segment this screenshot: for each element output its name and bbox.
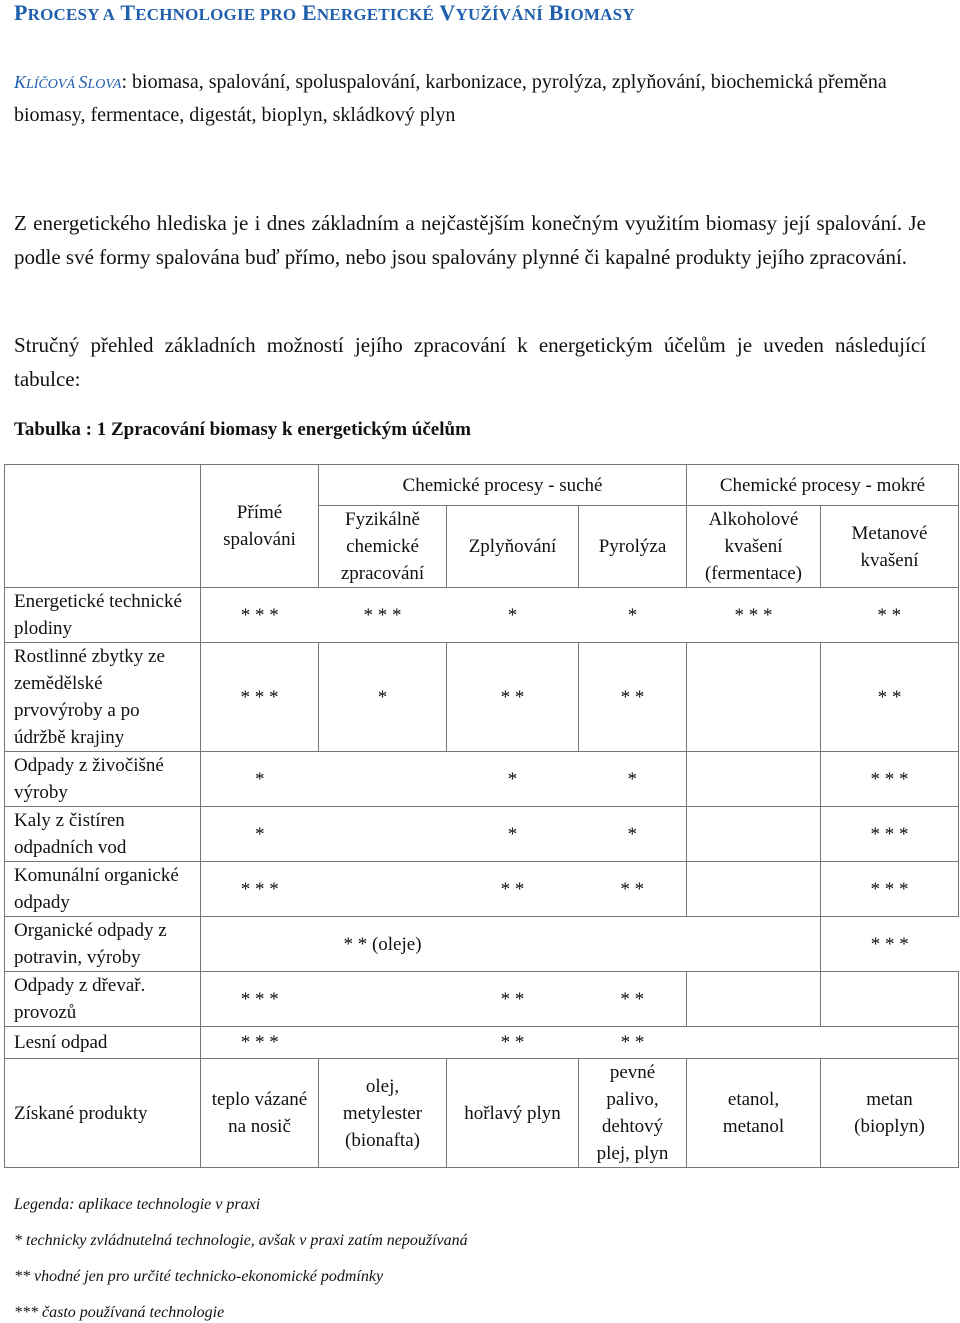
rating-cell: * * bbox=[447, 862, 579, 917]
keywords-text: : biomasa, spalování, spoluspalování, karbonizace, pyrolýza, zplyňování, biochemická přeměna biomasy, fermentace, digestát, bioplyn, skládkový plyn bbox=[14, 71, 887, 126]
table-row bbox=[5, 917, 959, 972]
rating-cell bbox=[319, 807, 447, 862]
rating-cell: * * * bbox=[201, 862, 319, 917]
table-row bbox=[5, 972, 959, 1027]
rating-cell: * * * bbox=[319, 588, 447, 643]
rating-cell: * * * bbox=[201, 972, 319, 1027]
rating-cell: * bbox=[447, 752, 579, 807]
rating-cell bbox=[687, 917, 821, 972]
intro-paragraph: Z energetického hlediska je i dnes základním a nejčastějším konečným využitím biomasy její spalování. Je podle své formy spalována buď přímo, nebo jsou spalovány plynné či kapalné produkty jejího zpracování. bbox=[14, 211, 926, 269]
legend-item: * technicky zvládnutelná technologie, avšak v praxi zatím nepoužívaná bbox=[14, 1232, 468, 1249]
rating-cell: * * bbox=[821, 588, 959, 643]
rating-cell bbox=[319, 972, 447, 1027]
rating-cell: * * * bbox=[821, 917, 959, 972]
rating-cell: * * * bbox=[821, 862, 959, 917]
rating-cell: * * bbox=[579, 862, 687, 917]
table-row bbox=[5, 752, 959, 807]
rating-cell bbox=[687, 752, 821, 807]
product-cell: teplo vázané na nosič bbox=[201, 1059, 319, 1168]
keywords-label: KLÍČOVÁ SLOVA bbox=[14, 72, 122, 92]
rating-cell: * bbox=[447, 588, 579, 643]
rating-cell bbox=[687, 1027, 821, 1059]
rating-cell bbox=[319, 1027, 447, 1059]
product-cell: hořlavý plyn bbox=[447, 1059, 579, 1168]
rating-cell: * * * bbox=[687, 588, 821, 643]
group-header-wet: Chemické procesy - mokré bbox=[687, 465, 959, 506]
row-label: Odpady z dřevař. provozů bbox=[5, 972, 201, 1027]
rating-cell: * * bbox=[447, 1027, 579, 1059]
row-label: Odpady z živočišné výroby bbox=[5, 752, 201, 807]
legend-title: Legenda: aplikace technologie v praxi bbox=[14, 1196, 261, 1213]
rating-cell bbox=[201, 917, 319, 972]
rating-cell: * * bbox=[447, 643, 579, 752]
rating-cell: * * bbox=[447, 972, 579, 1027]
rating-cell: * bbox=[447, 807, 579, 862]
legend-item: ** vhodné jen pro určité technicko-ekonomické podmínky bbox=[14, 1268, 384, 1285]
table-row bbox=[5, 643, 959, 752]
rating-cell: * bbox=[319, 643, 447, 752]
rating-cell: * * bbox=[579, 1027, 687, 1059]
rating-cell: * bbox=[579, 588, 687, 643]
table-row bbox=[5, 807, 959, 862]
table-caption: Tabulka : 1 Zpracování biomasy k energetickým účelům bbox=[14, 419, 471, 440]
rating-cell: * * * bbox=[201, 588, 319, 643]
page-title: PROCESY A TECHNOLOGIE PRO ENERGETICKÉ VYUŽÍVÁNÍ BIOMASY bbox=[14, 0, 635, 25]
keywords bbox=[14, 67, 944, 130]
rating-cell: * * bbox=[821, 643, 959, 752]
rating-cell bbox=[319, 862, 447, 917]
legend-item: *** často používaná technologie bbox=[14, 1304, 225, 1321]
corner-cell bbox=[5, 465, 201, 588]
products-row bbox=[5, 1059, 959, 1168]
row-label: Organické odpady z potravin, výroby bbox=[5, 917, 201, 972]
table-body bbox=[5, 588, 959, 1168]
rating-cell bbox=[579, 917, 687, 972]
rating-cell bbox=[319, 752, 447, 807]
rating-cell: * * bbox=[579, 643, 687, 752]
rating-cell bbox=[821, 972, 959, 1027]
rating-cell bbox=[687, 643, 821, 752]
column-header: Pyrolýza bbox=[579, 506, 687, 588]
rating-cell: * * bbox=[579, 972, 687, 1027]
row-label: Rostlinné zbytky ze zemědělské prvovýroby a po údržbě krajiny bbox=[5, 643, 201, 752]
group-header-dry: Chemické procesy - suché bbox=[319, 465, 687, 506]
rating-cell: * * * bbox=[821, 807, 959, 862]
product-cell: pevné palivo, dehtový plej, plyn bbox=[579, 1059, 687, 1168]
table-row bbox=[5, 588, 959, 643]
rating-cell: * bbox=[201, 752, 319, 807]
table-row bbox=[5, 862, 959, 917]
rating-cell bbox=[687, 807, 821, 862]
row-label: Energetické technické plodiny bbox=[5, 588, 201, 643]
rating-cell: * * (oleje) bbox=[319, 917, 447, 972]
rating-cell: * bbox=[579, 752, 687, 807]
row-label: Získané produkty bbox=[5, 1059, 201, 1168]
product-cell: metan (bioplyn) bbox=[821, 1059, 959, 1168]
column-header: Zplyňování bbox=[447, 506, 579, 588]
rating-cell: * bbox=[579, 807, 687, 862]
column-header: Fyzikálně chemické zpracování bbox=[319, 506, 447, 588]
rating-cell: * * * bbox=[821, 752, 959, 807]
rating-cell bbox=[821, 1027, 959, 1059]
column-header: Alkoholové kvašení (fermentace) bbox=[687, 506, 821, 588]
row-label: Komunální organické odpady bbox=[5, 862, 201, 917]
rating-cell: * * * bbox=[201, 643, 319, 752]
product-cell: etanol, metanol bbox=[687, 1059, 821, 1168]
biomass-processing-table bbox=[4, 464, 959, 1168]
table-row bbox=[5, 1027, 959, 1059]
column-header: Přímé spalováni bbox=[201, 465, 319, 588]
row-label: Lesní odpad bbox=[5, 1027, 201, 1059]
row-label: Kaly z čistíren odpadních vod bbox=[5, 807, 201, 862]
product-cell: olej, metylester (bionafta) bbox=[319, 1059, 447, 1168]
rating-cell bbox=[687, 972, 821, 1027]
column-header: Metanové kvašení bbox=[821, 506, 959, 588]
rating-cell: * bbox=[201, 807, 319, 862]
overview-paragraph: Stručný přehled základních možností jejího zpracování k energetickým účelům je uveden následující tabulce: bbox=[14, 333, 926, 391]
rating-cell bbox=[687, 862, 821, 917]
rating-cell: * * * bbox=[201, 1027, 319, 1059]
rating-cell bbox=[447, 917, 579, 972]
